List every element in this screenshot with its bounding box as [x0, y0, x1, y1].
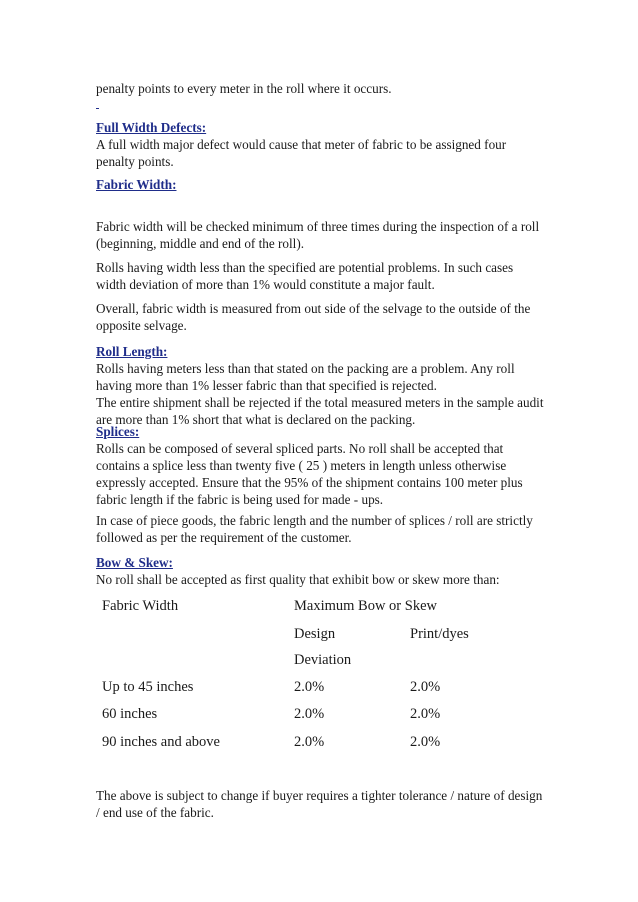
- intro-text: penalty points to every meter in the roll where it occurs.: [96, 81, 392, 96]
- bow-skew-intro: No roll shall be accepted as first quality that exhibit bow or skew more than:: [96, 572, 500, 587]
- fabric-width-paragraph-1: Fabric width will be checked minimum of three times during the inspection of a roll (beginning, middle and end of the roll).: [96, 219, 540, 251]
- heading-full-width-defects: Full Width Defects:: [96, 120, 207, 135]
- roll-length-paragraph-2: The entire shipment shall be rejected if the total measured meters in the sample audit are more than 1% short that what is declared on the packing.: [96, 395, 544, 427]
- full-width-text: A full width major defect would cause that meter of fabric to be assigned four penalty points.: [96, 137, 507, 169]
- fabric-width-paragraph-3: Overall, fabric width is measured from out side of the selvage to the outside of the opposite selvage.: [96, 301, 531, 333]
- stray-mark: [96, 108, 99, 109]
- table-row-design: 2.0%: [294, 734, 325, 750]
- table-row-width: 90 inches and above: [102, 734, 220, 750]
- splices-paragraph-2: In case of piece goods, the fabric length and the number of splices / roll are strictly followed as per the requirement of the customer.: [96, 513, 533, 545]
- table-row-design: 2.0%: [294, 679, 325, 695]
- roll-length-paragraph-1: Rolls having meters less than that stated on the packing are a problem. Any roll having more than 1% lesser fabric than that specified is rejected.: [96, 361, 515, 393]
- heading-bow-skew: Bow & Skew:: [96, 555, 173, 570]
- closing-note: The above is subject to change if buyer requires a tighter tolerance / nature of design / end use of the fabric.: [96, 788, 543, 820]
- heading-roll-length: Roll Length:: [96, 344, 168, 359]
- table-row-design: 2.0%: [294, 706, 325, 722]
- table-row-print: 2.0%: [410, 734, 441, 750]
- table-row-print: 2.0%: [410, 679, 441, 695]
- table-subheader-print-dyes: Print/dyes: [410, 626, 469, 642]
- table-subheader-deviation: Deviation: [294, 652, 352, 668]
- table-row-width: 60 inches: [102, 706, 158, 722]
- table-row-width: Up to 45 inches: [102, 679, 194, 695]
- heading-splices: Splices:: [96, 424, 140, 439]
- fabric-width-paragraph-2: Rolls having width less than the specified are potential problems. In such cases width deviation of more than 1% would constitute a major fault.: [96, 260, 514, 292]
- heading-fabric-width: Fabric Width:: [96, 177, 177, 192]
- table-subheader-design: Design: [294, 626, 336, 642]
- table-row-print: 2.0%: [410, 706, 441, 722]
- table-header-fabric-width: Fabric Width: [102, 598, 179, 614]
- splices-paragraph-1: Rolls can be composed of several spliced parts. No roll shall be accepted that contains a splice less than twenty five ( 25 ) meters in length unless otherwise expressly accepted. Ensure that the 95% of the shipment contains 100 meter plus fabric length if the fabric is being used for made - ups.: [96, 441, 523, 507]
- table-header-max-bow-skew: Maximum Bow or Skew: [294, 598, 437, 614]
